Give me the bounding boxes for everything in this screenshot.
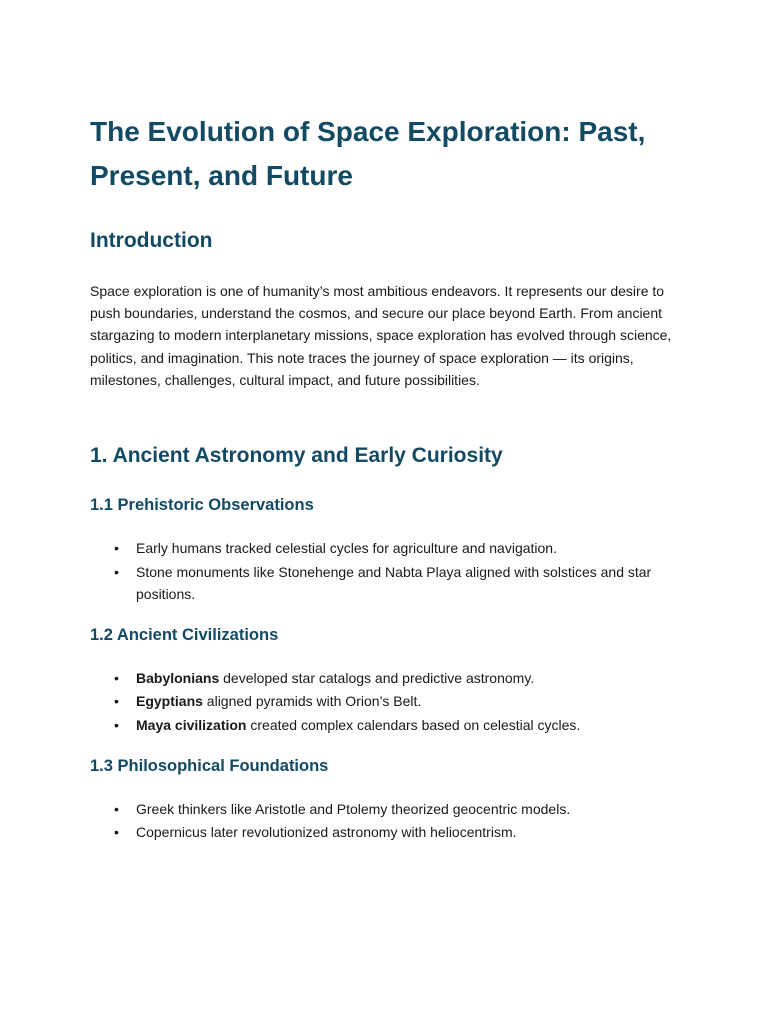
prehistoric-observations-list <box>90 537 682 605</box>
subsection-1-1-heading: 1.1 Prehistoric Observations <box>90 496 314 515</box>
list-item-term: Babylonians <box>136 669 220 686</box>
list-item: • Maya civilization created complex calendars based on celestial cycles. <box>90 714 682 736</box>
introduction-heading: Introduction <box>90 229 213 252</box>
bullet-icon: • <box>114 693 119 710</box>
subsection-1-3-heading: 1.3 Philosophical Foundations <box>90 756 329 775</box>
section-1-heading: 1. Ancient Astronomy and Early Curiosity <box>90 444 503 468</box>
list-item: • Greek thinkers like Aristotle and Ptolemy theorized geocentric models. <box>90 798 682 820</box>
bullet-icon: • <box>114 669 119 686</box>
bullet-icon: • <box>114 716 119 733</box>
introduction-paragraph: Space exploration is one of humanity’s most ambitious endeavors. It represents our desire to push boundaries, understand the cosmos, and secure our place beyond Earth. From ancient stargazing to modern interplanetary missions, space exploration has evolved through science, politics, and imagination. This note traces the journey of space exploration — its origins, milestones, challenges, cultural impact, and future possibilities. <box>90 283 672 388</box>
subsection-1-2-heading: 1.2 Ancient Civilizations <box>90 625 279 644</box>
bullet-icon: • <box>114 540 119 557</box>
list-item: • Stone monuments like Stonehenge and Nabta Playa aligned with solstices and star positions. <box>90 561 682 605</box>
philosophical-foundations-list <box>90 798 682 844</box>
list-item: • Egyptians aligned pyramids with Orion’s Belt. <box>90 690 682 712</box>
list-item-term: Egyptians <box>136 693 203 710</box>
document-page <box>90 110 682 845</box>
bullet-icon: • <box>114 824 119 841</box>
list-item-term: Maya civilization <box>136 716 247 733</box>
list-item: • Copernicus later revolutionized astronomy with heliocentrism. <box>90 821 682 843</box>
list-item: • Babylonians developed star catalogs and predictive astronomy. <box>90 667 682 689</box>
bullet-icon: • <box>114 563 119 580</box>
list-item: • Early humans tracked celestial cycles for agriculture and navigation. <box>90 537 682 559</box>
ancient-civilizations-list <box>90 667 682 736</box>
document-title: The Evolution of Space Exploration: Past, Present, and Future <box>90 116 646 191</box>
bullet-icon: • <box>114 800 119 817</box>
